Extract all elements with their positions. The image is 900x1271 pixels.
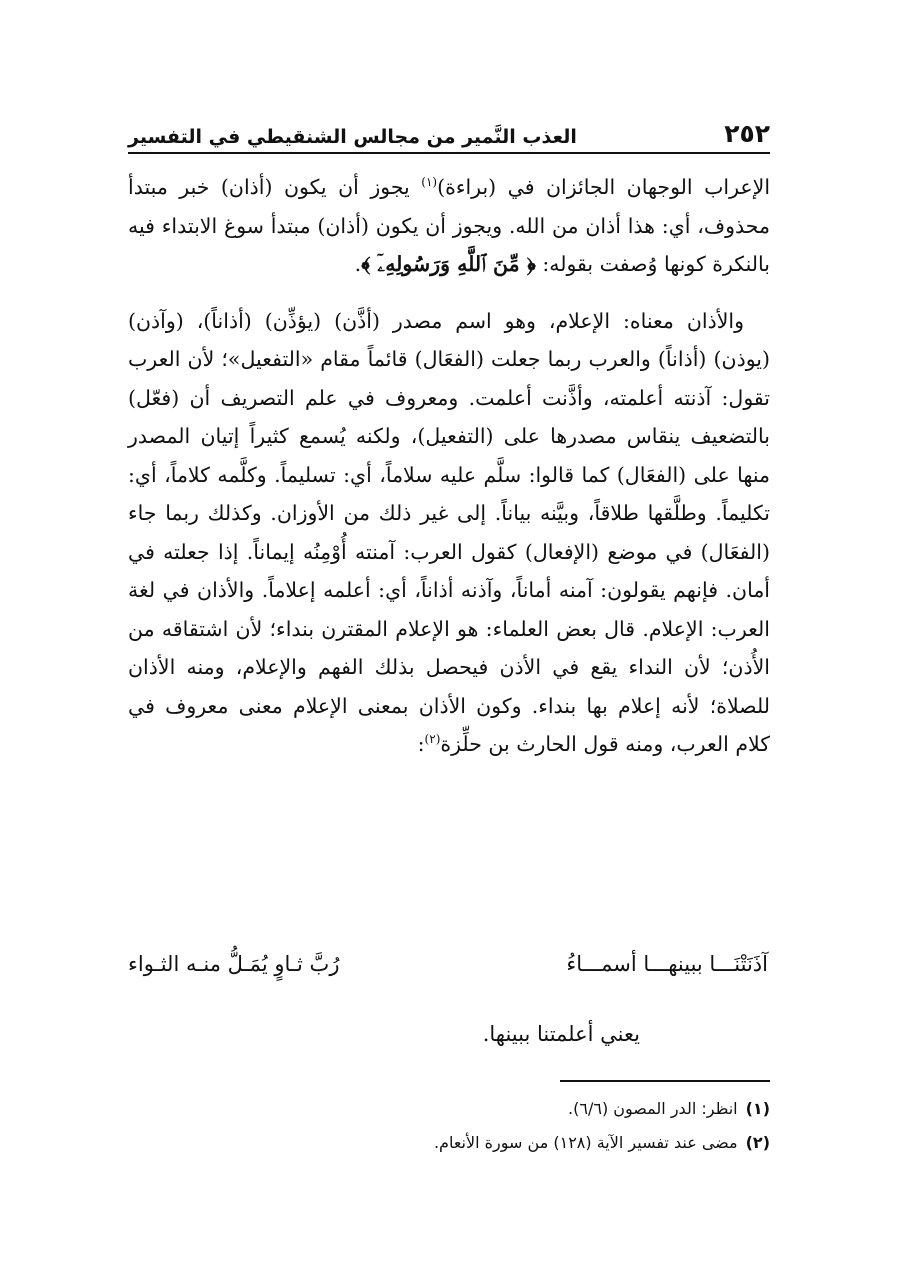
verse-explanation: يعني أعلمتنا ببينها. bbox=[482, 1022, 640, 1046]
book-page bbox=[128, 0, 770, 1271]
footnote-1 bbox=[128, 1092, 770, 1126]
body-text bbox=[128, 168, 770, 764]
paragraph-1-text: الإعراب الوجهان الجائزان في (براءة) bbox=[437, 175, 771, 199]
running-title: العذب النَّمير من مجالس الشنقيطي في التفسير bbox=[128, 126, 577, 148]
page-header bbox=[128, 104, 770, 154]
footnote-2 bbox=[128, 1126, 770, 1160]
footnote-divider bbox=[560, 1080, 770, 1082]
paragraph-2-end: : bbox=[417, 732, 425, 756]
verse-second-hemistich: رُبَّ ثـاوٍ يُمَـلُّ منـه الثـواء bbox=[128, 952, 340, 976]
paragraph-1-text-cont: يجوز أن يكون (أذان) خبر مبتدأ محذوف، أي: هذا أذان من الله. ويجوز أن يكون (أذان) مبتدأ سوغ الابتداء فيه بالنكرة كونها وُصفت بقوله: bbox=[128, 175, 770, 276]
paragraph-1 bbox=[128, 168, 770, 284]
verse-first-hemistich: آذَنَتْنَـــا ببينهـــا أسمـــاءُ bbox=[566, 952, 768, 976]
paragraph-1-end: . bbox=[354, 252, 362, 276]
page-number: ٢٥٢ bbox=[724, 119, 770, 148]
footnote-1-number: (١) bbox=[745, 1099, 770, 1118]
footnote-2-number: (٢) bbox=[745, 1133, 770, 1152]
quran-quote: ﴿ مِّنَ ٱللَّهِ وَرَسُولِهِۦٓ ﴾ bbox=[361, 252, 536, 276]
footnote-1-text: انظر: الدر المصون (٦/٦). bbox=[568, 1099, 738, 1118]
paragraph-2-text: والأذان معناه: الإعلام، وهو اسم مصدر (أذَّن) (يؤذِّن) (أذاناً)، (وآذن) (يوذن) (أذاناً) والعرب ربما جعلت (الفعَال) قائماً مقام «التفعيل»؛ لأن العرب تقول: آذنته أعلمته، وأذَّنت أعلمت. ومعروف في علم التصريف أن (فعّل) بالتضعيف ينقاس مصدرها على (التفعيل)، ولكنه يُسمع كثيراً إتيان المصدر منها على (الفعَال) كما قالوا: سلَّم عليه سلاماً، أي: تسليماً. وكلَّمه كلاماً، أي: تكليماً. وطلَّقها طلاقاً، وبيَّنه بياناً. إلى غير ذلك من الأوزان. وكذلك ربما جاء (الفعَال) في موضع (الإفعال) كقول العرب: آمنته أُوْمِنُه إيماناً. إذا جعلته في أمان. فإنهم يقولون: آمنه أماناً، وآذنه أذاناً، أي: أعلمه إعلاماً. والأذان في لغة العرب: الإعلام. قال بعض العلماء: هو الإعلام المقترن بنداء؛ لأن اشتقاقه من الأُذن؛ لأن النداء يقع في الأذن فيحصل بذلك الفهم والإعلام، ومنه الأذان للصلاة؛ لأنه إعلام بها بنداء. وكون الأذان بمعنى الإعلام معنى معروف في كلام العرب، ومنه قول الحارث بن حلِّزة bbox=[128, 308, 770, 756]
poetry-verse bbox=[128, 952, 770, 976]
paragraph-2 bbox=[128, 302, 770, 764]
footnote-marker-2: (٢) bbox=[424, 732, 441, 747]
footnote-2-text: مضى عند تفسير الآية (١٢٨) من سورة الأنعام. bbox=[433, 1133, 738, 1152]
footnotes bbox=[128, 1092, 770, 1160]
footnote-marker-1: (١) bbox=[421, 175, 438, 190]
